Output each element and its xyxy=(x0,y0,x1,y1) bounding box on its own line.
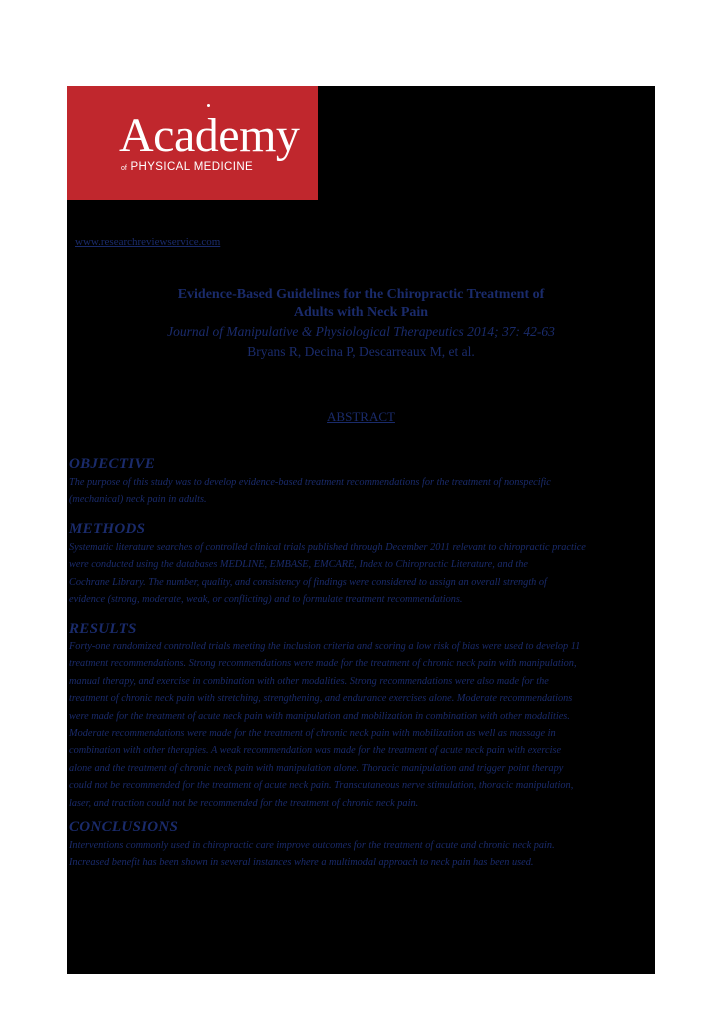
conclusions-line: Interventions commonly used in chiropractic care improve outcomes for the treatment of acute and chronic neck pain. xyxy=(69,840,555,851)
results-line: were made for the treatment of acute neck pain with manipulation and mobilization in combination with other modalities. xyxy=(69,710,570,722)
logo-sub-of: of xyxy=(121,165,127,172)
methods-line: evidence (strong, moderate, weak, or conflicting) and to formulate treatment recommendations. xyxy=(69,594,463,606)
logo-wordmark: Academy xyxy=(119,109,300,162)
results-line: Moderate recommendations were made for the treatment of chronic neck pain with mobilization as well as massage in xyxy=(69,728,556,740)
journal-citation: Journal of Manipulative & Physiological Therapeutics 2014; 37: 42-63 xyxy=(167,324,555,339)
article-title xyxy=(67,286,655,322)
academy-logo xyxy=(67,86,318,200)
results-line: laser, and traction could not be recommended for the treatment of chronic neck pain. xyxy=(69,797,419,809)
methods-body xyxy=(69,539,655,609)
objective-line: The purpose of this study was to develop evidence-based treatment recommendations for the treatment of nonspecific xyxy=(69,477,551,488)
results-line: alone and the treatment of chronic neck pain with manipulation alone. Thoracic manipulation and trigger point therapy xyxy=(69,762,564,774)
results-line: combination with other therapies. A weak recommendation was made for the treatment of acute neck pain with exercise xyxy=(69,745,562,757)
methods-line: were conducted using the databases MEDLINE, EMBASE, EMCARE, Index to Chiropractic Literature, and the xyxy=(69,559,528,571)
results-line: could not be recommended for the treatment of acute neck pain. Transcutaneous nerve stimulation, thoracic manipulation, xyxy=(69,780,574,792)
objective-body xyxy=(69,474,655,509)
methods-line: Cochrane Library. The number, quality, and consistency of findings were considered to assign an overall strength of xyxy=(69,576,547,588)
logo-dot xyxy=(207,104,210,107)
authors: Bryans R, Decina P, Descarreaux M, et al. xyxy=(247,344,475,359)
title-line: Adults with Neck Pain xyxy=(293,305,429,320)
conclusions-body xyxy=(69,837,655,872)
title-line: Evidence-Based Guidelines for the Chiropractic Treatment of xyxy=(177,287,545,302)
objective-heading: OBJECTIVE xyxy=(69,456,156,472)
conclusions-heading: CONCLUSIONS xyxy=(69,819,179,835)
conclusions-line: Increased benefit has been shown in several instances where a multimodal approach to neck pain has been used. xyxy=(69,857,534,869)
logo-sub-text: PHYSICAL MEDICINE xyxy=(130,161,254,173)
methods-line: Systematic literature searches of controlled clinical trials published through December 2011 relevant to chiropractic practice xyxy=(69,542,586,553)
document-page xyxy=(67,86,655,974)
abstract-heading: ABSTRACT xyxy=(327,409,395,424)
results-line: manual therapy, and exercise in combination with other modalities. Strong recommendations were also made for the xyxy=(69,675,549,687)
results-line: Forty-one randomized controlled trials meeting the inclusion criteria and scoring a low risk of bias were used to develop 11 xyxy=(69,641,581,652)
results-line: treatment of chronic neck pain with stretching, strengthening, and endurance exercises alone. Moderate recommendations xyxy=(69,693,573,705)
results-body xyxy=(69,638,655,812)
logo-subtitle xyxy=(121,161,253,173)
results-heading: RESULTS xyxy=(69,621,137,637)
methods-heading: METHODS xyxy=(69,521,146,537)
website-link[interactable]: www.researchreviewservice.com xyxy=(75,236,221,248)
results-line: treatment recommendations. Strong recommendations were made for the treatment of chronic neck pain with manipulation, xyxy=(69,658,577,670)
objective-line: (mechanical) neck pain in adults. xyxy=(69,494,207,506)
